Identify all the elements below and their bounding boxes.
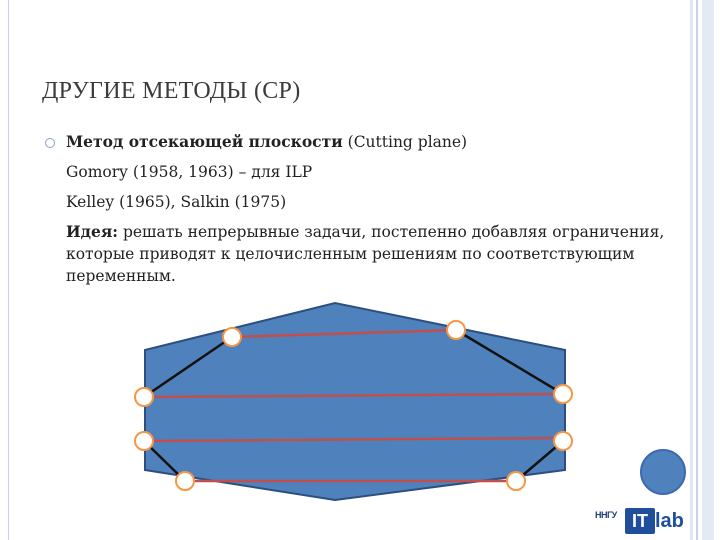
university-logo-mark: ННГУ	[595, 510, 617, 520]
vertex-point	[135, 432, 153, 450]
vertex-point	[554, 385, 572, 403]
idea-text: решать непрерывные задачи, постепенно добавляя ограничения, которые приводят к целочисленным решениям по соответствующим переменным.	[66, 223, 665, 285]
reference-gomory: Gomory (1958, 1963) – для ILP	[66, 163, 313, 181]
vertex-point	[176, 472, 194, 490]
method-name-en: (Cutting plane)	[342, 133, 468, 151]
vertex-point	[135, 388, 153, 406]
vertex-point	[507, 472, 525, 490]
vertex-point	[447, 321, 465, 339]
itlab-logo	[595, 508, 717, 534]
vertex-point	[554, 432, 572, 450]
idea-label: Идея:	[66, 222, 119, 241]
logo-lab: lab	[655, 510, 684, 532]
method-name: Метод отсекающей плоскости	[66, 132, 343, 151]
slide-title: ДРУГИЕ МЕТОДЫ (CP)	[42, 78, 301, 104]
reference-kelley-salkin: Kelley (1965), Salkin (1975)	[66, 193, 287, 211]
decor-circle	[641, 450, 685, 494]
vertex-point	[223, 328, 241, 346]
logo-it: IT	[625, 508, 655, 534]
